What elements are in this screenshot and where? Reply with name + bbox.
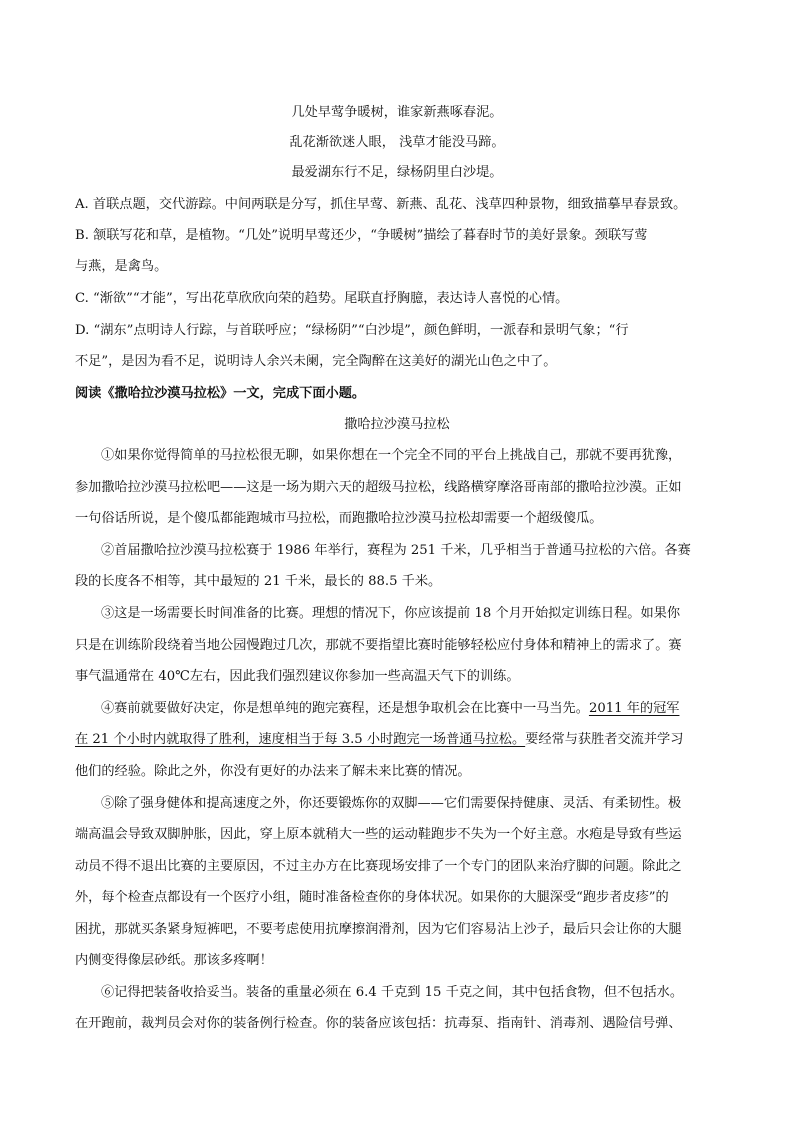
paragraph-1-line-2: 参加撒哈拉沙漠马拉松吧——这是一场为期六天的超级马拉松，线路横穿摩洛哥南部的撒哈拉沙漠。正如 [75,480,682,495]
poem-line-2: 乱花渐欲迷人眼， 浅草才能没马蹄。 [289,135,505,150]
paragraph-4-line-3: 他们的经验。除此之外，你没有更好的办法来了解未来比赛的情况。 [75,764,471,779]
paragraph-2-line-1: ②首届撒哈拉沙漠马拉松赛于 1986 年举行，赛程为 251 千米，几乎相当于普通马拉松的六倍。各赛 [101,543,691,558]
option-d-line-1: D. “湖东”点明诗人行踪，与首联呼应；“绿杨阴”“白沙堤”，颜色鲜明，一派春和景明气象；“行 [75,323,629,338]
option-d-line-2: 不足”，是因为看不足，说明诗人余兴未阑，完全陶醉在这美好的湖光山色之中了。 [75,354,557,369]
option-c: C. “渐欲”“才能”，写出花草欣欣向荣的趋势。尾联直抒胸臆，表达诗人喜悦的心情。 [75,291,569,306]
paragraph-4-text: ④赛前就要做好决定，你是想单纯的跑完赛程，还是想争取机会在比赛中一马当先。 [101,701,589,716]
underlined-sentence: 在 21 个小时内就取得了胜利，速度相当于每 3.5 小时跑完一场普通马拉松。 [75,732,526,747]
paragraph-5-line-2: 端高温会导致双脚肿胀，因此，穿上原本就稍大一些的运动鞋跑步不失为一个好主意。水疱是导致有些运 [75,827,682,842]
paragraph-2-line-2: 段的长度各不相等，其中最短的 21 千米，最长的 88.5 千米。 [75,574,442,589]
paragraph-4-line-1 [101,699,679,719]
paragraph-5-line-5: 困扰，那就买条紧身短裤吧，不要考虑使用抗摩擦润滑剂，因为它们容易沾上沙子，最后只会让你的大腿 [75,922,682,937]
paragraph-6-line-2: 在开跑前，裁判员会对你的装备例行检查。你的装备应该包括：抗毒泵、指南针、消毒剂、遇险信号弹、 [75,1016,682,1031]
option-b-line-1: B. 颔联写花和草，是植物。“几处”说明早莺还少，“争暖树”描绘了暮春时节的美好景象。颈联写莺 [75,228,648,243]
underlined-sentence: 2011 年的冠军 [588,701,680,716]
paragraph-3-line-1: ③这是一场需要长时间准备的比赛。理想的情况下，你应该提前 18 个月开始拟定训练日程。如果你 [101,606,681,621]
paragraph-3-line-2: 只是在训练阶段绕着当地公园慢跑过几次，那就不要指望比赛时能够轻松应付身体和精神上的需求了。赛 [75,638,682,653]
paragraph-5-line-3: 动员不得不退出比赛的主要原因，不过主办方在比赛现场安排了一个专门的团队来治疗脚的问题。除此之 [75,859,682,874]
paragraph-6-line-1: ⑥记得把装备收拾妥当。装备的重量必须在 6.4 千克到 15 千克之间，其中包括食物，但不包括水。 [101,985,684,1000]
paragraph-5-line-1: ⑤除了强身健体和提高速度之外，你还要锻炼你的双脚——它们需要保持健康、灵活、有柔韧性。极 [101,796,682,811]
paragraph-4-text: 要经常与获胜者交流并学习 [525,732,684,747]
paragraph-1-line-3: 一句俗话所说，是个傻瓜都能跑城市马拉松，而跑撒哈拉沙漠马拉松却需要一个超级傻瓜。 [75,511,603,526]
paragraph-5-line-4: 外，每个检查点都设有一个医疗小组，随时准备检查你的身体状况。如果你的大腿深受“跑步者皮疹”的 [75,890,669,905]
reading-instruction: 阅读《撒哈拉沙漠马拉松》一文，完成下面小题。 [75,386,366,401]
paragraph-5-line-6: 内侧变得像层砂纸。那该多疼啊！ [75,953,273,968]
paragraph-1-line-1: ①如果你觉得简单的马拉松很无聊，如果你想在一个完全不同的平台上挑战自己，那就不要再犹豫， [101,448,682,463]
paragraph-3-line-3: 事气温通常在 40℃左右，因此我们强烈建议你参加一些高温天气下的训练。 [75,669,520,684]
article-title: 撒哈拉沙漠马拉松 [344,417,450,432]
poem-line-1: 几处早莺争暖树，谁家新燕啄春泥。 [291,105,503,120]
paragraph-4-line-2 [75,730,683,750]
option-a: A. 首联点题，交代游踪。中间两联是分写，抓住早莺、新燕、乱花、浅草四种景物，细致描摹早春景致。 [75,197,687,212]
option-b-line-2: 与燕，是禽鸟。 [75,259,168,274]
poem-line-3: 最爱湖东行不足，绿杨阴里白沙堤。 [291,165,503,180]
